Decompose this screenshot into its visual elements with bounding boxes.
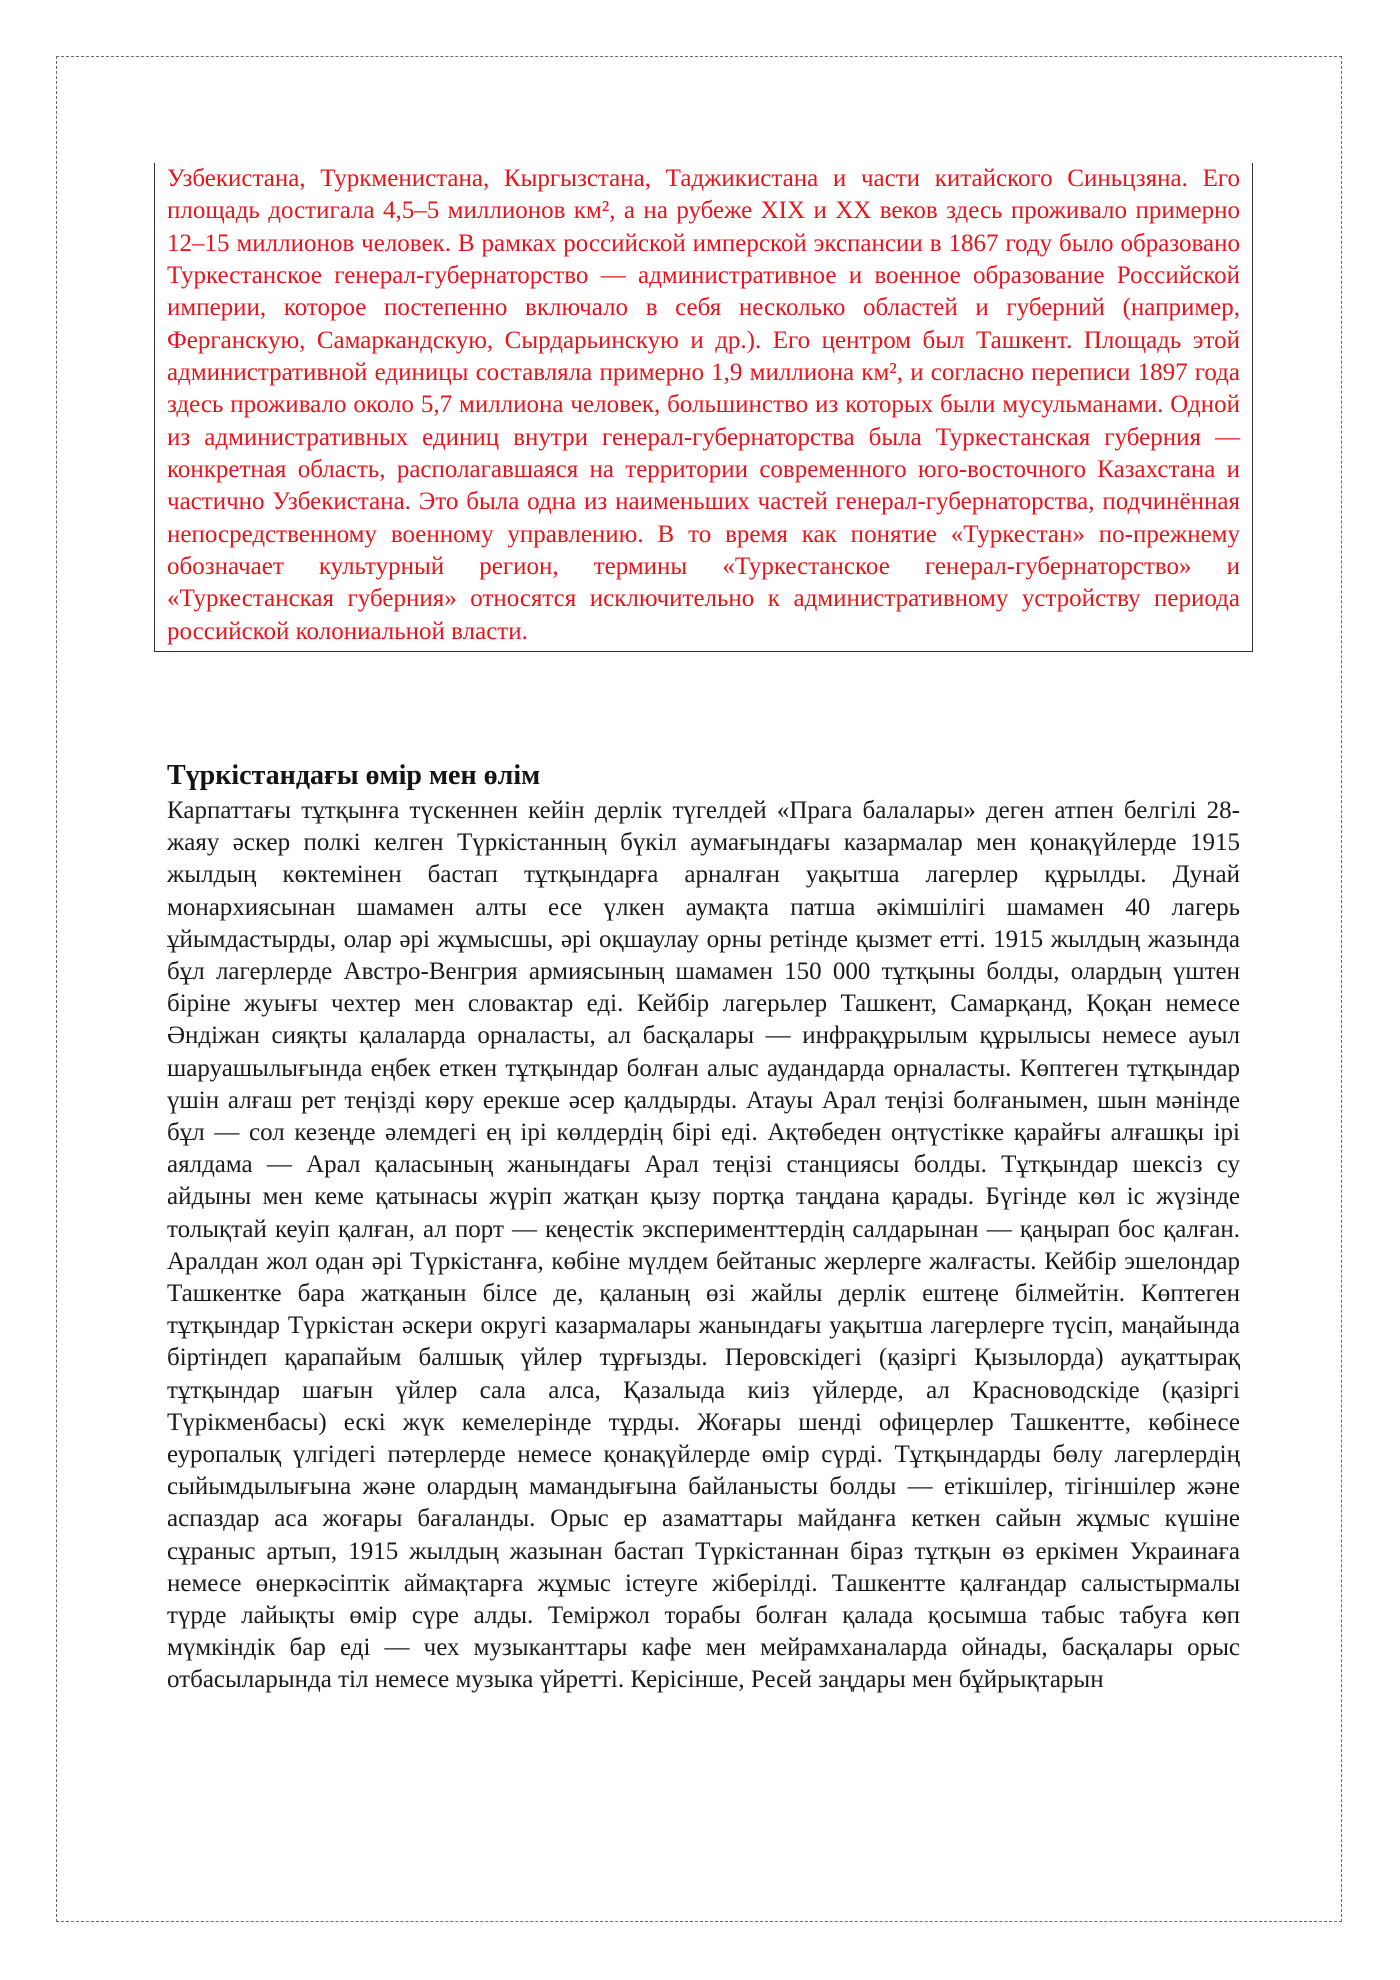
sidebar-box	[154, 163, 1253, 652]
body-text: Карпаттағы тұтқынға түскеннен кейін дерлік түгелдей «Прага балалары» деген атпен белгілі 28-жаяу әскер полкі келген Түркістанның бүкіл аумағындағы казармалар мен қонақүйлерде 1915 жылдың көктемінен бастап тұтқындарға арналған уақытша лагерлер құрылды. Дунай монархиясынан шамамен алты есе үлкен аумақта патша әкімшілігі шамамен 40 лагерь ұйымдастырды, олар әрі жұмысшы, әрі оқшаулау орны ретінде қызмет етті. 1915 жылдың жазында бұл лагерлерде Австро-Венгрия армиясының шамамен 150 000 тұтқыны болды, олардың үштен біріне жуығы чехтер мен словактар еді. Кейбір лагерьлер Ташкент, Самарқанд, Қоқан немесе Әндіжан сияқты қалаларда орналасты, ал басқалары — инфрақұрылым құрылысы немесе ауыл шаруашылығында еңбек еткен тұтқындар болған алыс аудандарда орналасты. Көптеген тұтқындар үшін алғаш рет теңізді көру ерекше әсер қалдырды. Атауы Арал теңізі болғанымен, шын мәнінде бұл — сол кезеңде әлемдегі ең ірі көлдердің бірі еді. Ақтөбеден оңтүстікке қарайғы алғашқы ірі аялдама — Арал қаласының жанындағы Арал теңізі станциясы болды. Тұтқындар шексіз су айдыны мен кеме қатынасы жүріп жатқан қызу портқа таңдана қарады. Бүгінде көл іс жүзінде толықтай кеуіп қалған, ал порт — кеңестік эксперименттердің салдарынан — қаңырап бос қалған. Аралдан жол одан әрі Түркістанға, көбіне мүлдем бейтаныс жерлерге жалғасты. Кейбір эшелондар Ташкентке бара жатқанын білсе де, қаланың өзі жайлы дерлік ештеңе білмейтін. Көптеген тұтқындар Түркістан әскери округі казармалары жанындағы уақытша лагерлерге түсіп, маңайында біртіндеп қарапайым балшық үйлер тұрғызды. Перовскідегі (қазіргі Қызылорда) ауқаттырақ тұтқындар шағын үйлер сала алса, Қазалыда киіз үйлерде, ал Красноводскіде (қазіргі Түрікменбасы) ескі жүк кемелерінде тұрды. Жоғары шенді офицерлер Ташкентте, көбінесе еуропалық үлгідегі пәтерлерде немесе қонақүйлерде өмір сүрді. Тұтқындарды бөлу лагерлердің сыйымдылығына және олардың мамандығына байланысты болды — етікшілер, тігіншілер және аспаздар аса жоғары бағаланды. Орыс ер азаматтары майданға кеткен сайын жұмыс күшіне сұраныс артып, 1915 жылдың жазынан бастап Түркістаннан біраз тұтқын өз еркімен Украинаға немесе өнеркәсіптік аймақтарға жұмыс істеуге жіберілді. Ташкентте қалғандар салыстырмалы түрде лайықты өмір сүре алды. Теміржол торабы болған қалада қосымша табыс табуға көп мүмкіндік бар еді — чех музыканттары кафе мен мейрамханаларда ойнады, басқалары орыс отбасыларында тіл немесе музыка үйретті. Керісінше, Ресей заңдары мен бұйрықтарын	[167, 797, 1240, 1694]
section-title: Түркістандағы өмір мен өлім	[167, 760, 541, 791]
sidebar-text: Узбекистана, Туркменистана, Кыргызстана, Таджикистана и части китайского Синьцзяна. Его площадь достигала 4,5–5 миллионов км², а на рубеже XIX и XX веков здесь проживало примерно 12–15 миллионов человек. В рамках российской имперской экспансии в 1867 году было образовано Туркестанское генерал-губернаторство — административное и военное образование Российской империи, которое постепенно включало в себя несколько областей и губерний (например, Ферганскую, Самаркандскую, Сырдарьинскую и др.). Его центром был Ташкент. Площадь этой административной единицы составляла примерно 1,9 миллиона км², и согласно переписи 1897 года здесь проживало около 5,7 миллиона человек, большинство из которых были мусульманами. Одной из административных единиц внутри генерал-губернаторства была Туркестанская губерния — конкретная область, располагавшаяся на территории современного юго-восточного Казахстана и частично Узбекистана. Это была одна из наименьших частей генерал-губернаторства, подчинённая непосредственному военному управлению. В то время как понятие «Туркестан» по-прежнему обозначает культурный регион, термины «Туркестанское генерал-губернаторство» и «Туркестанская губерния» относятся исключительно к административному устройству периода российской колониальной власти.	[167, 165, 1240, 645]
